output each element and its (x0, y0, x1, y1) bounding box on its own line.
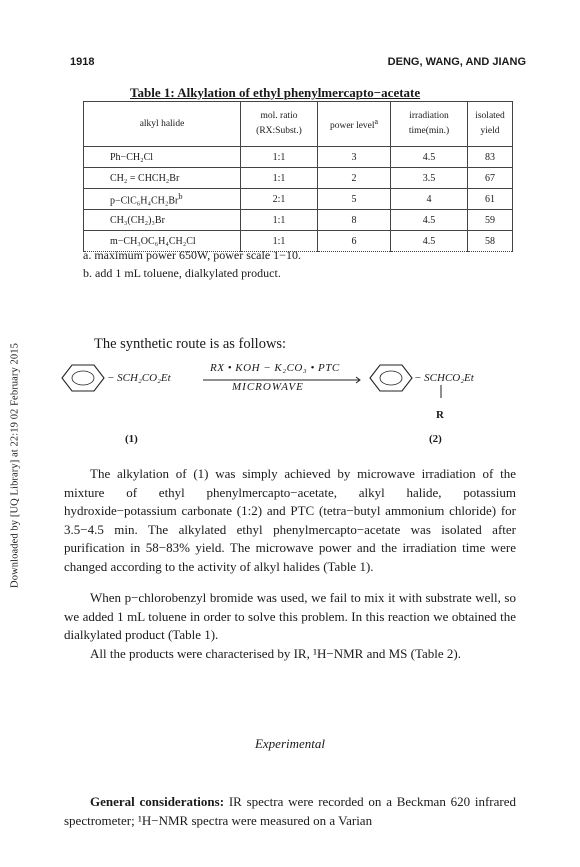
col-mol-ratio-line1: mol. ratio (260, 111, 298, 121)
reactant-group: − SCH₂CO₂Et (107, 372, 171, 384)
product-group: − SCHCO₂Et (414, 372, 474, 384)
table-title: Table 1: Alkylation of ethyl phenylmercapto−acetate (130, 85, 421, 100)
paragraph-alkylation: The alkylation of (1) was simply achieved by microwave irradiation of the mixture of ethyl phenylmercapto−acetate, alkyl halide, potassium hydroxide−potassium carbonate (1:2) and PTC (tetra−butyl ammonium chloride) for 3.5−4.5 min. The alkylated ethyl phenylmercapto−acetate was isolated after purification in 58−83% yield. The microwave power and the irradiation time were changed according to the activity of alkyl halides (Table 1). (64, 466, 516, 574)
cell-yield: 61 (468, 189, 513, 210)
col-time-line1: irradiation (409, 111, 449, 121)
col-power-level (318, 102, 391, 147)
cell-time: 4.5 (391, 210, 468, 231)
cell-ratio: 1:1 (241, 210, 318, 231)
table-row (84, 168, 513, 189)
running-head: DENG, WANG, AND JIANG (387, 56, 526, 68)
cell-ratio: 1:1 (241, 231, 318, 252)
col-mol-ratio-line2: (RX:Subst.) (256, 126, 302, 136)
alkylation-table (83, 101, 513, 252)
product-r-label: R (436, 409, 444, 421)
col-power-label: power level (329, 121, 375, 132)
cell-yield: 83 (468, 147, 513, 168)
paragraph-general (64, 793, 516, 830)
route-intro: The synthetic route is as follows: (94, 336, 287, 352)
section-title: Experimental (254, 736, 326, 751)
col-irradiation-time (391, 102, 468, 147)
cell-power: 6 (318, 231, 391, 252)
cell-time: 4.5 (391, 147, 468, 168)
cell-power: 5 (318, 189, 391, 210)
cell-time: 3.5 (391, 168, 468, 189)
benzene-ring-product (370, 365, 412, 391)
table-footnote-a: a. maximum power 650W, power scale 1−10. (83, 248, 301, 262)
col-isolated-yield: isolated yield (468, 102, 513, 147)
col-mol-ratio (241, 102, 318, 147)
cell-yield: 67 (468, 168, 513, 189)
compound-1-label: (1) (125, 433, 138, 445)
cell-alkyl: Ph−CH₂Cl (84, 147, 241, 168)
paragraph-characterisation: All the products were characterised by IR, ¹H−NMR and MS (Table 2). (90, 646, 461, 661)
cell-alkyl-sup: b (178, 191, 183, 201)
paragraph-chlorobenzyl: When p−chlorobenzyl bromide was used, we fail to mix it with substrate well, so we added 1 mL toluene in order to solve this problem. In this reaction we obtained the dialkylated product (Table 1). (64, 590, 516, 642)
general-heading: General considerations: (90, 794, 225, 809)
cell-power: 3 (318, 147, 391, 168)
cell-time: 4.5 (391, 231, 468, 252)
cell-alkyl (84, 189, 241, 210)
cell-alkyl: m−CH₃OC₆H₄CH₂Cl (84, 231, 241, 252)
table-row (84, 210, 513, 231)
table-footnote-b: b. add 1 mL toluene, dialkylated product. (83, 266, 281, 280)
download-watermark: Downloaded by [UQ Library] at 22:19 02 February 2015 (9, 343, 21, 588)
table-header-row (84, 102, 513, 147)
cell-ratio: 1:1 (241, 168, 318, 189)
cell-time: 4 (391, 189, 468, 210)
cell-alkyl-text: p−ClC₆H₄CH₂Br (110, 195, 179, 207)
benzene-ring-reactant (62, 365, 104, 391)
reagents-bottom: MICROWAVE (232, 381, 304, 393)
cell-yield: 58 (468, 231, 513, 252)
col-power-sup: a (374, 116, 379, 126)
general-text: IR spectra were recorded on a Beckman 620 infrared spectrometer; ¹H−NMR spectra were measured on a Varian (64, 794, 517, 828)
cell-alkyl: CH₂ = CHCH₂Br (84, 168, 241, 189)
reagents-top: RX • KOH − K₂CO₃ • PTC (210, 362, 340, 374)
table-row (84, 147, 513, 168)
page-number: 1918 (70, 56, 95, 68)
cell-alkyl: CH₃(CH₂)₃Br (84, 210, 241, 231)
cell-yield: 59 (468, 210, 513, 231)
compound-2-label: (2) (429, 433, 442, 445)
col-alkyl-halide: alkyl halide (84, 102, 241, 147)
cell-ratio: 2:1 (241, 189, 318, 210)
table-row (84, 189, 513, 210)
cell-power: 2 (318, 168, 391, 189)
col-time-line2: time(min.) (408, 126, 450, 136)
cell-ratio: 1:1 (241, 147, 318, 168)
cell-power: 8 (318, 210, 391, 231)
